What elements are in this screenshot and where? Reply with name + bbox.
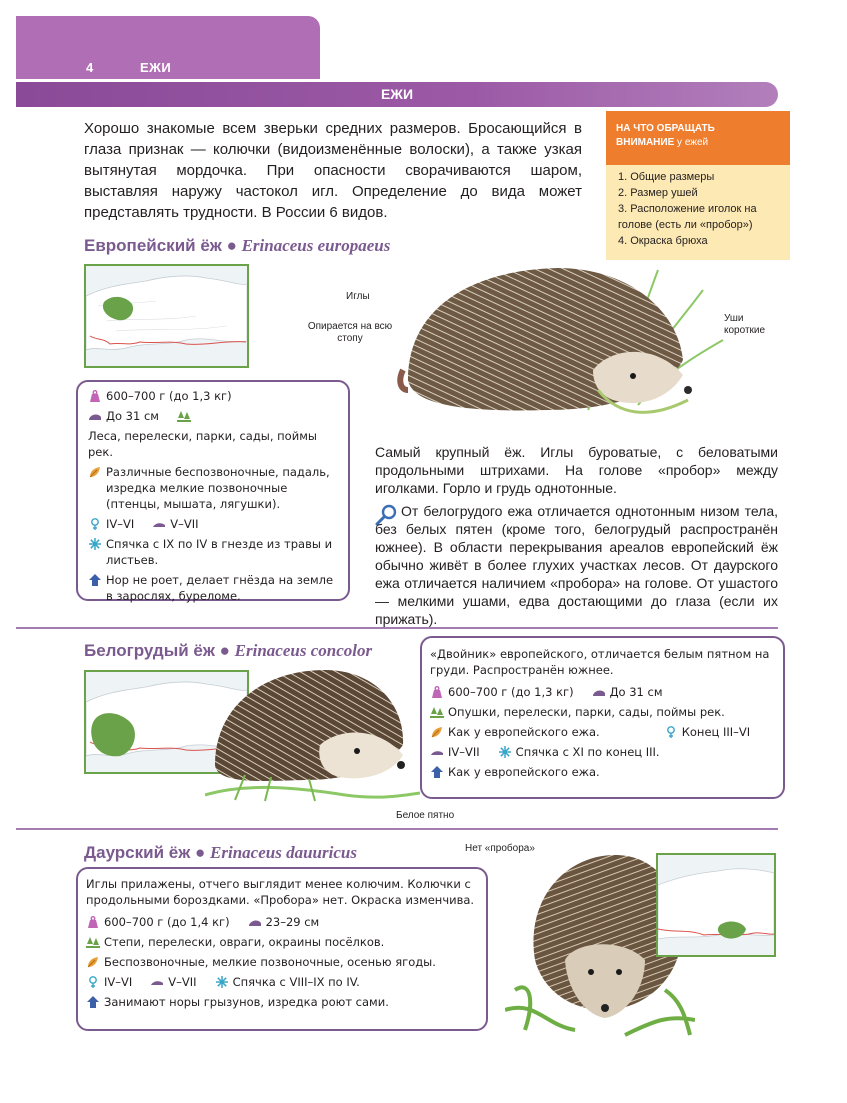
weight-text: 600–700 г (до 1,3 кг) [106,389,232,403]
running-title: ЕЖИ [140,60,172,75]
food-icon [88,465,102,479]
attention-box-list [606,165,790,260]
bullet-dot-icon: ● [226,236,237,255]
info-box-white-breasted [420,636,785,799]
habitat-text: Степи, перелески, овраги, окраины посёлков. [104,935,385,949]
food-text: Беспозвоночные, мелкие позвоночные, осенью ягоды. [104,955,436,969]
young-text: V–VII [168,975,197,989]
length-icon [88,409,102,423]
hibernation-text: Спячка с IX по IV в гнезде из травы и листьев. [106,537,333,567]
species-name-latin: Erinaceus europaeus [241,236,391,255]
attention-item: 4. Окраска брюха [618,235,708,247]
weight-text: 600–700 г (до 1,4 кг) [104,915,230,929]
food-icon [430,725,444,739]
european-hedgehog-illustration [388,250,728,440]
breeding-text: IV–VI [104,975,133,989]
attention-title-line1: НА ЧТО ОБРАЩАТЬ [616,123,715,134]
callout-foot: Опирается на всю стопу [307,321,393,344]
shelter-icon [88,573,102,587]
hibernation-icon [88,537,102,551]
young-text: IV–VII [448,745,480,759]
young-icon [152,517,166,531]
food-text: Различные беспозвоночные, падаль, изредка мелкие позвоночные (птенцы, мышата, лягушки). [106,465,330,511]
species-name-ru: Европейский ёж [84,236,222,255]
range-map-european [84,264,249,368]
species-name-ru: Даурский ёж [84,843,191,862]
russia-map-icon [86,266,247,366]
shelter-icon [430,765,444,779]
length-icon [248,915,262,929]
section-title: ЕЖИ [380,86,414,102]
breeding-icon [86,975,100,989]
habitat-text: Опушки, перелески, парки, сады, поймы рек. [448,705,725,719]
bullet-dot-icon: ● [195,843,206,862]
range-map-daurian [656,853,776,957]
food-text: Как у европейского ежа. [448,725,600,739]
species-name-ru: Белогрудый ёж [84,641,215,660]
species-description-white-breasted: «Двойник» европейского, отличается белым пятном на груди. Распространён южнее. [430,647,770,677]
weight-text: 600–700 г (до 1,3 кг) [448,685,574,699]
habitat-icon [430,705,444,719]
breeding-icon [664,725,678,739]
young-icon [430,745,444,759]
species-description-european: Самый крупный ёж. Иглы буроватые, с беловатыми продольными штрихами. На голове «пробор» между иголками. Горло и грудь однотонные. [375,444,778,496]
species-description-daurian: Иглы прилажены, отчего выглядит менее колючим. Колючки с продольными бороздками. «Пробора» нет. Окраска изменчива. [86,877,475,907]
callout-no-parting: Нет «пробора» [465,843,535,854]
length-icon [592,685,606,699]
callout-spines: Иглы [346,291,370,302]
breeding-text: IV–VI [106,517,135,531]
length-text: 23–29 см [265,915,320,929]
species-title-european [84,236,390,256]
attention-item: 3. Расположение иголок на голове (есть ли «пробор») [618,203,757,231]
info-box-daurian [76,867,488,1031]
weight-icon [88,389,102,403]
callout-white-spot: Белое пятно [396,810,455,821]
species-comparison-european: От белогрудого ежа отличается однотонным низом тела, без белых пятен (кроме того, белогрудый распространён южнее). В области перекрывания ареалов европейский ёж обычно живёт в более глухих участках лесов. От даурского ежа отличается наличием «пробора» на голове. От ушастого — мелкими ушами, едва достающими до глаза (если их прижать). [375,503,778,627]
habitat-text: Леса, перелески, парки, сады, поймы рек. [88,429,317,459]
section-divider [16,828,778,830]
habitat-icon [177,409,191,423]
hibernation-icon [498,745,512,759]
intro-paragraph: Хорошо знакомые всем зверьки средних размеров. Бросающийся в глаза признак — колючки (видоизменённые волоски), а также узкая вытянутая мордочка. При опасности сворачиваются шаром, выставляя наружу частокол игл. Определение до вида может представлять трудности. В России 6 видов. [84,120,582,221]
habitat-icon [86,935,100,949]
species-name-latin: Erinaceus dauuricus [210,843,357,862]
page-number: 4 [86,60,94,75]
food-icon [86,955,100,969]
attention-title-line2: ВНИМАНИЕ [616,137,675,148]
weight-icon [86,915,100,929]
hibernation-text: Спячка с VIII–IX по IV. [232,975,360,989]
section-divider [16,627,778,629]
info-box-european [76,380,350,601]
species-name-latin: Erinaceus concolor [234,641,373,660]
species-title-daurian [84,843,357,863]
shelter-text: Занимают норы грызунов, изредка роют сами. [104,995,389,1009]
shelter-text: Нор не роет, делает гнёзда на земле в зарослях, буреломе. [106,573,334,603]
russia-map-icon [658,855,774,955]
hibernation-text: Спячка с XI по конец III. [515,745,660,759]
hibernation-icon [215,975,229,989]
breeding-text: Конец III–VI [681,725,751,739]
weight-icon [430,685,444,699]
shelter-text: Как у европейского ежа. [448,765,600,779]
callout-ears: Уши короткие [724,313,766,336]
attention-item: 2. Размер ушей [618,187,698,199]
breeding-icon [88,517,102,531]
length-text: До 31 см [106,409,159,423]
attention-box-header [606,111,790,165]
shelter-icon [86,995,100,1009]
bullet-dot-icon: ● [219,641,230,660]
white-breasted-hedgehog-illustration [205,655,420,805]
attention-title-suffix: у ежей [677,137,709,148]
length-text: До 31 см [609,685,663,699]
young-icon [150,975,164,989]
attention-item: 1. Общие размеры [618,171,715,183]
young-text: V–VII [170,517,199,531]
